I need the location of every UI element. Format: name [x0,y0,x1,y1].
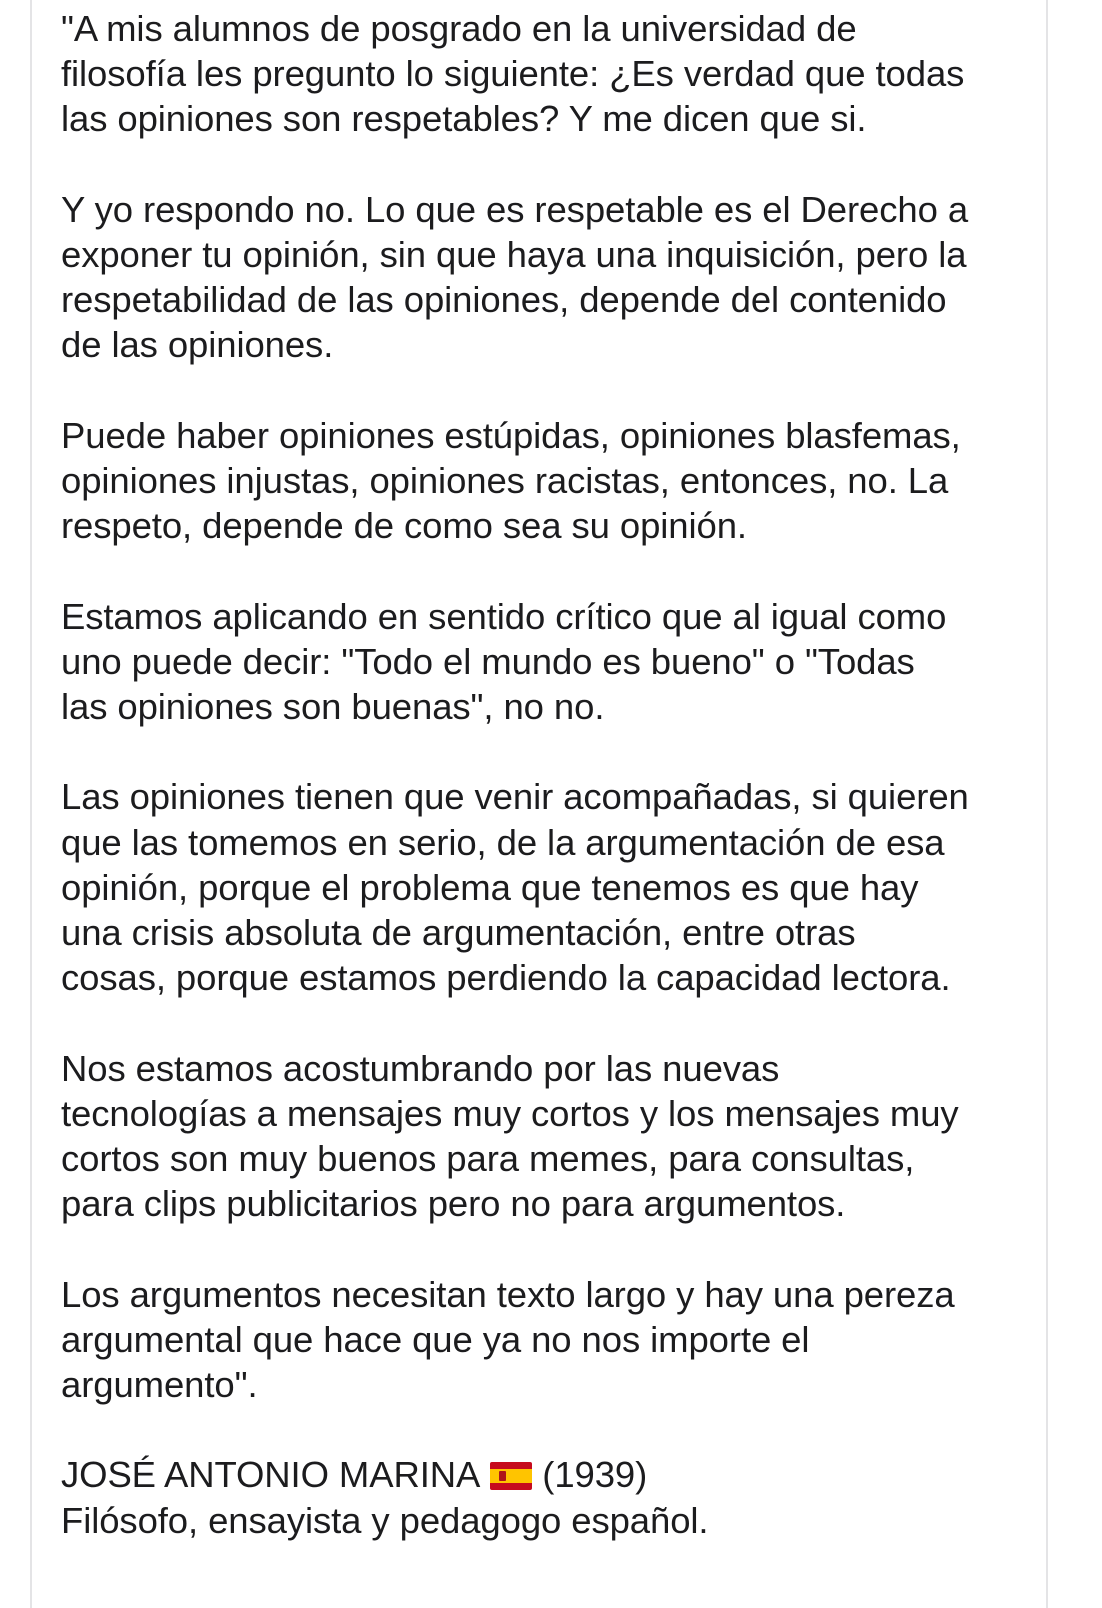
quote-paragraph-7: Los argumentos necesitan texto largo y hay una pereza argumental que hace que ya no nos importe el argumento". [61,1273,955,1405]
author-name: JOSÉ ANTONIO MARINA [61,1454,481,1496]
quote-body [61,6,1046,1543]
quote-paragraph-3: Puede haber opiniones estúpidas, opiniones blasfemas, opiniones injustas, opiniones racistas, entonces, no. La respeto, depende de como sea su opinión. [61,414,961,547]
author-description: Filósofo, ensayista y pedagogo español. [61,1499,709,1541]
author-birth-year: (1939) [542,1454,648,1496]
spain-flag-icon [490,1462,532,1490]
quote-paragraph-5: Las opiniones tienen que venir acompañadas, si quieren que las tomemos en serio, de la argumentación de esa opinión, porque el problema que tenemos es que hay una crisis absoluta de argumentación, entre otras cosas, porque estamos perdiendo la capacidad lectora. [61,776,969,999]
quote-paragraph-2: Y yo respondo no. Lo que es respetable es el Derecho a exponer tu opinión, sin que haya una inquisición, pero la respetabilidad de las opiniones, depende del contenido de las opiniones. [61,188,969,366]
author-line [61,1452,1046,1497]
quote-paragraph-4: Estamos aplicando en sentido crítico que al igual como uno puede decir: "Todo el mundo es bueno" o "Todas las opiniones son buenas", no no. [61,595,947,727]
quote-paragraph-6: Nos estamos acostumbrando por las nuevas tecnologías a mensajes muy cortos y los mensajes muy cortos son muy buenos para memes, para consultas, para clips publicitarios pero no para argumentos. [61,1047,959,1225]
quote-paragraph-1: "A mis alumnos de posgrado en la universidad de filosofía les pregunto lo siguiente: ¿Es verdad que todas las opiniones son respetables? Y me dicen que si. [61,8,965,140]
author-signature [61,1452,1046,1542]
